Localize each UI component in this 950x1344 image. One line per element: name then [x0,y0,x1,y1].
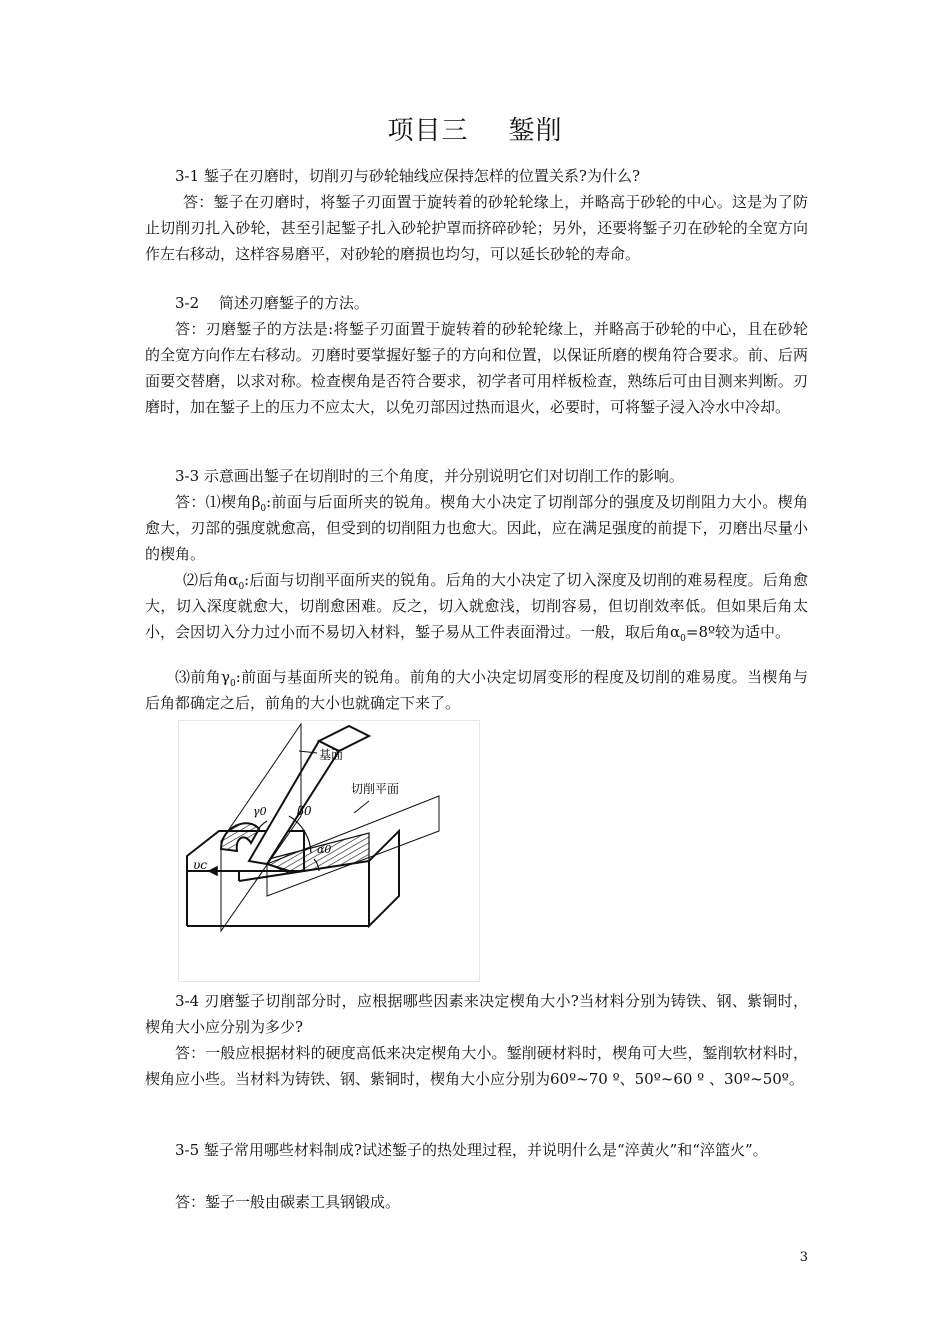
label-gamma: γ0 [253,805,267,818]
q32-question: 3-2 简述刃磨錾子的方法。 [175,294,369,312]
q32-answer: 答：刃磨錾子的方法是:将錾子刃面置于旋转着的砂轮轮缘上，并略高于砂轮的中心，且在砂轮的全宽方向作左右移动。刃磨时要掌握好錾子的方向和位置，以保证所磨的楔角符合要求。前、后两面要交替磨，以求对称。检查楔角是否符合要求，初学者可用样板检查，熟练后可由目测来判断。刃磨时，加在錾子上的压力不应太大，以免刃部因过热而退火，必要时，可将錾子浸入冷水中冷却。 [145,320,808,416]
label-beta: β0 [297,804,312,818]
title-part2: 錾削 [508,116,563,146]
label-velocity: υc [193,858,208,872]
q34-question: 3-4 刃磨錾子切削部分时，应根据哪些因素来决定楔角大小?当材料分别为铸铁、钢、紫铜时，楔角大小应分别为多少? [145,992,808,1036]
q31-answer: 答：錾子在刃磨时，将錾子刃面置于旋转着的砂轮轮缘上，并略高于砂轮的中心。这是为了防止切削刃扎入砂轮，甚至引起錾子扎入砂轮护罩而挤碎砂轮；另外，还要将錾子刃在砂轮的全宽方向作左右移动，这样容易磨平，对砂轮的磨损也均匀，可以延长砂轮的寿命。 [145,193,808,263]
page-title [0,110,950,147]
q31-question: 3-1 錾子在刃磨时，切削刃与砂轮轴线应保持怎样的位置关系?为什么? [175,167,641,185]
q33-answer-2: ⑵后角$\alpha_0$:后面与切削平面所夹的锐角。后角的大小决定了切入深度及切削的难易程度。后角愈大，切入深度就愈大，切削愈困难。反之，切入就愈浅，切削容易，但切削效率低。但如果后角太小，会因切入分力过小而不易切入材料，錾子易从工件表面滑过。一般，取后角$\alpha_0=8º$较为适中。 [145,571,808,644]
title-part1: 项目三 [387,116,469,146]
q33-answer-1: 答：⑴楔角$\beta_0$:前面与后面所夹的锐角。楔角大小决定了切削部分的强度及切削阻力大小。楔角愈大，刃部的强度就愈高，但受到的切削阻力也愈大。因此，应在满足强度的前提下，刃磨出尽量小的楔角。 [145,493,808,563]
q34-answer: 答：一般应根据材料的硬度高低来决定楔角大小。錾削硬材料时，楔角可大些，錾削软材料时，楔角应小些。当材料为铸铁、钢、紫铜时，楔角大小应分别为60º~70 º、50º~60 º 、30º~50º。 [145,1044,808,1088]
page-number: 3 [799,1250,808,1265]
label-base-plane: 基面 [319,748,344,762]
chisel-angle-diagram [178,720,480,982]
q35-answer: 答：錾子一般由碳素工具钢锻成。 [175,1193,401,1211]
q35-question: 3-5 錾子常用哪些材料制成?试述錾子的热处理过程，并说明什么是“淬黄火”和“淬篮火”。 [175,1141,768,1159]
q33-question: 3-3 示意画出錾子在切削时的三个角度，并分别说明它们对切削工作的影响。 [175,467,684,485]
q33-answer-3: ⑶前角$\gamma_0$:前面与基面所夹的锐角。前角的大小决定切屑变形的程度及切削的难易度。当楔角与后角都确定之后，前角的大小也就确定下来了。 [145,668,809,712]
label-alpha: α0 [317,843,332,856]
label-cutting-plane: 切削平面 [351,782,400,796]
